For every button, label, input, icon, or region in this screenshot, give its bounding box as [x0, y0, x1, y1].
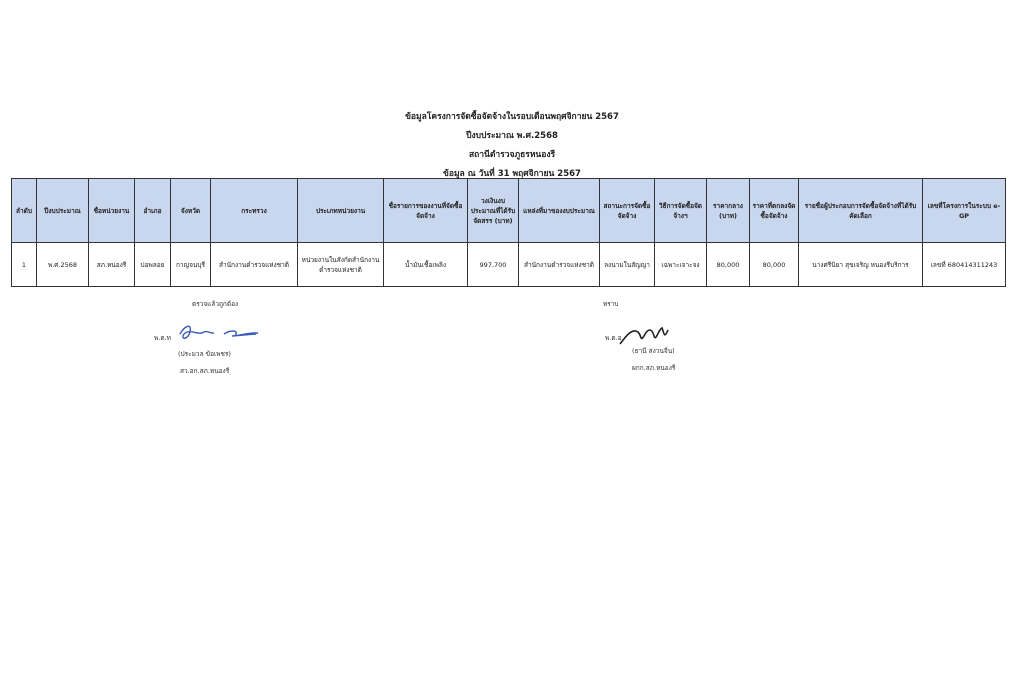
header-cell: ปีงบประมาณ	[37, 179, 89, 243]
header-cell: วงเงินงบประมาณที่ได้รับจัดสรร (บาท)	[468, 179, 519, 243]
title-line-2: ปีงบประมาณ พ.ศ.2568	[466, 131, 558, 141]
table-cell: เฉพาะเจาะจง	[655, 243, 707, 287]
header-cell: เลขที่โครงการในระบบ e-GP	[923, 179, 1006, 243]
header-cell: ลำดับ	[12, 179, 37, 243]
title-line-3: สถานีตำรวจภูธรหนองรี	[468, 150, 556, 160]
header-cell: ประเภทหน่วยงาน	[298, 179, 384, 243]
table-cell: ลงนามในสัญญา	[600, 243, 655, 287]
document-titles	[0, 108, 1024, 184]
table-cell: 1	[12, 243, 37, 287]
right-signature-icon	[618, 322, 678, 348]
left-signature-icon	[176, 322, 266, 344]
procurement-table	[11, 178, 1006, 287]
table-cell: พ.ศ.2568	[37, 243, 89, 287]
right-sign-name: (ธานี สงวนจีน)	[632, 347, 675, 355]
table-cell: น้ำมันเชื้อเพลิง	[384, 243, 468, 287]
table-cell: กาญจนบุรี	[171, 243, 211, 287]
table-cell: สำนักงานตำรวจแห่งชาติ	[519, 243, 600, 287]
header-cell: ชื่อหน่วยงาน	[89, 179, 135, 243]
table-cell: เลขที่ 680414311243	[923, 243, 1006, 287]
left-sign-rank: พ.ต.ท	[154, 334, 171, 342]
table-cell: 997,700	[468, 243, 519, 287]
header-cell: วิธีการจัดซื้อจัดจ้างฯ	[655, 179, 707, 243]
left-sign-caption: ตรวจแล้วถูกต้อง	[192, 300, 239, 308]
title-line-1: ข้อมูลโครงการจัดซื้อจัดจ้างในรอบเดือนพฤศจิกายน 2567	[405, 112, 619, 122]
header-cell: ราคากลาง (บาท)	[707, 179, 750, 243]
table-cell: บ่อพลอย	[135, 243, 171, 287]
left-sign-position: สว.อก.สภ.หนองรี	[180, 367, 230, 375]
table-row	[12, 243, 1006, 287]
table-cell: สภ.หนองรี	[89, 243, 135, 287]
right-sign-rank: พ.ต.อ	[605, 334, 622, 342]
header-cell: จังหวัด	[171, 179, 211, 243]
table-cell: สำนักงานตำรวจแห่งชาติ	[211, 243, 298, 287]
left-sign-name: (ประมวล ข้อเพชร)	[178, 350, 231, 358]
header-cell: รายชื่อผู้ประกอบการจัดซื้อจัดจ้างที่ได้รับคัดเลือก	[799, 179, 923, 243]
table-cell: นางศรีนิยา สุขเจริญ หนองรีบริการ	[799, 243, 923, 287]
header-cell: สถานะการจัดซื้อจัดจ้าง	[600, 179, 655, 243]
right-sign-caption: ทราบ	[603, 300, 619, 308]
header-cell: ราคาที่ตกลงจัดซื้อจัดจ้าง	[750, 179, 799, 243]
table-header-row	[12, 179, 1006, 243]
table-cell: 80,000	[707, 243, 750, 287]
header-cell: แหล่งที่มาของงบประมาณ	[519, 179, 600, 243]
table-cell: หน่วยงานในสังกัดสำนักงานตำรวจแห่งชาติ	[298, 243, 384, 287]
header-cell: กระทรวง	[211, 179, 298, 243]
table-cell: 80,000	[750, 243, 799, 287]
header-cell: อำเภอ	[135, 179, 171, 243]
title-line-4: ข้อมูล ณ วันที่ 31 พฤศจิกายน 2567	[443, 169, 581, 179]
right-sign-position: ผกก.สภ.หนองรี	[632, 364, 676, 372]
header-cell: ชื่อรายการของงานที่จัดซื้อจัดจ้าง	[384, 179, 468, 243]
